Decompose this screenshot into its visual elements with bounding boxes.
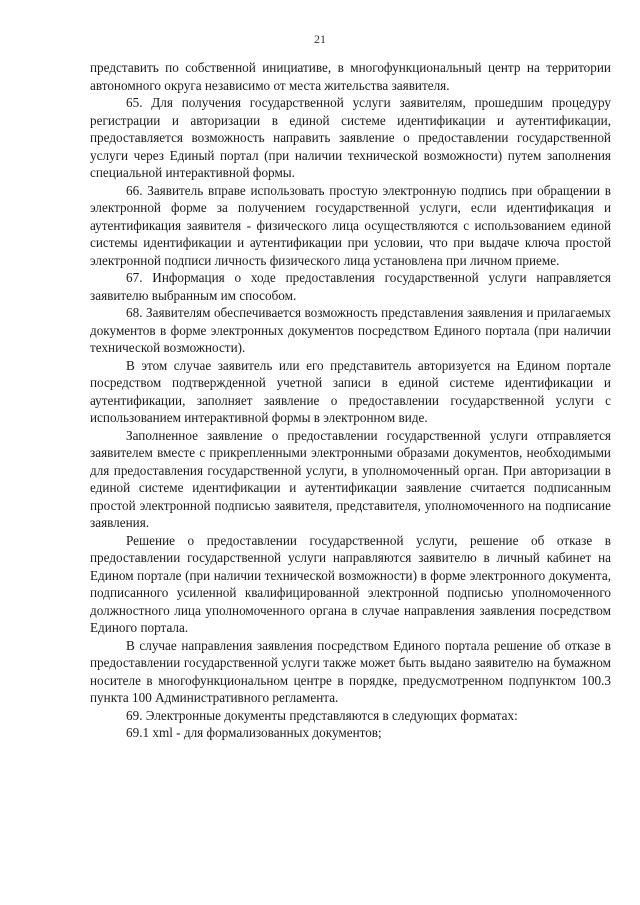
paragraph-67: 67. Информация о ходе предоставления государственной услуги направляется заявителю выбранным им способом.: [90, 270, 611, 303]
paragraph-66: 66. Заявитель вправе использовать простую электронную подпись при обращении в электронной форме за получением государственной услуги, если идентификация и аутентификация заявителя - физического лица осуществляются с использованием единой системы идентификации и аутентификации при условии, что при выдаче ключа простой электронной подписи личность физического лица установлена при личном приеме.: [90, 182, 611, 268]
paragraph-65: 65. Для получения государственной услуги заявителям, прошедшим процедуру регистрации и авторизации в единой системе идентификации и аутентификации, предоставляется возможность направить заявление о предоставлении государственной услуги через Единый портал (при наличии технической возможности) путем заполнения специальной интерактивной формы.: [90, 95, 611, 180]
page-number: 21: [314, 32, 326, 46]
paragraph-68-case: В этом случае заявитель или его представитель авторизуется на Едином портале посредством подтвержденной учетной записи в единой системе идентификации и аутентификации, заполняет заявление о предоставлении государственной услуги с использованием интерактивной формы в электронном виде.: [90, 357, 611, 425]
paragraph-68-submission: Заполненное заявление о предоставлении государственной услуги отправляется заявителем вместе с прикрепленными электронными образами документов, необходимыми для предоставления государственной услуги, в уполномоченный орган. При авторизации в единой системе идентификации и аутентификации заявление считается подписанным простой электронной подписью заявителя, представителя, уполномоченного на подписание заявления.: [90, 427, 611, 530]
paragraph-69-1: 69.1 xml - для формализованных документов;: [126, 725, 382, 740]
paragraph-68-decision: Решение о предоставлении государственной услуги, решение об отказе в предоставлении государственной услуги направляются заявителю в личный кабинет на Едином портале (при наличии технической возможности) в форме электронного документа, подписанного усиленной квалифицированной электронной подписью уполномоченного должностного лица уполномоченного органа в случае направления заявления посредством Единого портала.: [90, 532, 611, 635]
document-body: [90, 59, 611, 742]
paragraph-68: 68. Заявителям обеспечивается возможность представления заявления и прилагаемых документов в форме электронных документов посредством Единого портала (при наличии технической возможности).: [90, 305, 611, 355]
paragraph-68-paper: В случае направления заявления посредством Единого портала решение об отказе в предоставлении государственной услуги также может быть выдано заявителю на бумажном носителе в многофункциональном центре в порядке, предусмотренном подпунктом 100.3 пункта 100 Административного регламента.: [90, 637, 611, 705]
paragraph-69: 69. Электронные документы представляются в следующих форматах:: [126, 707, 518, 723]
paragraph-continuation: представить по собственной инициативе, в многофункциональный центр на территории автономного округа независимо от места жительства заявителя.: [90, 60, 611, 93]
